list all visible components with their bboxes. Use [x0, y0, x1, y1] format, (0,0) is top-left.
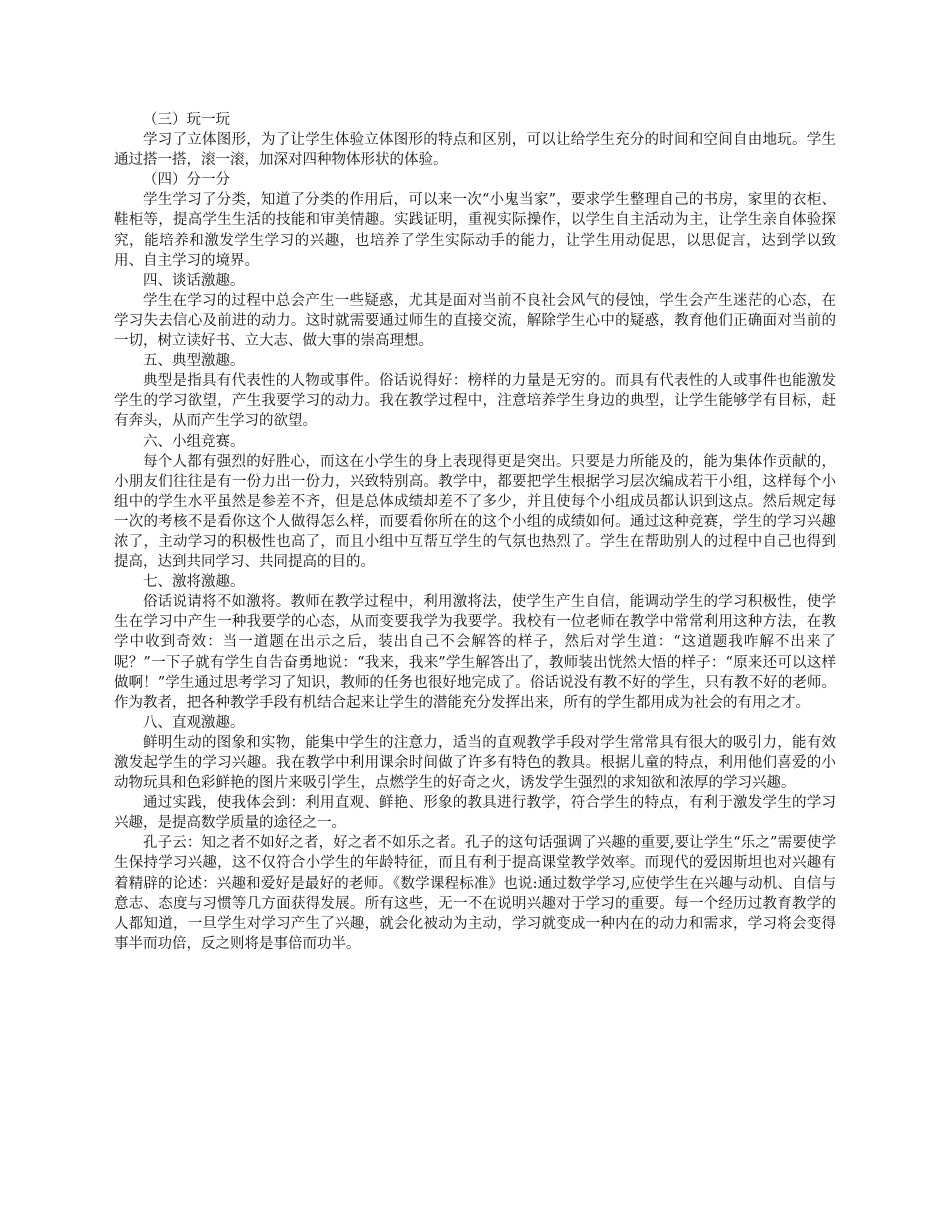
section-heading-model: 五、典型激趣。 — [143, 353, 245, 370]
paragraph: 俗话说请将不如激将。教师在教学过程中，利用激将法，使学生产生自信，能调动学生的学习积极性，使学生在学习中产生一种我要学的心态，从而变要我学为我要学。我校有一位老师在教学中常常利用这种方法，在教学中收到奇效：当一道题在出示之后，装出自己不会解答的样子，然后对学生道：“这道题我咋解不出来了呢？”一下子就有学生自告奋勇地说：“我来，我来”学生解答出了，教师装出恍然大悟的样子：“原来还可以这样做啊！”学生通过思考学习了知识，教师的任务也很好地完成了。俗话说没有教不好的学生，只有教不好的老师。作为教者，把各种教学手段有机结合起来让学生的潜能充分发挥出来，所有的学生都用成为社会的有用之才。 — [114, 594, 836, 711]
paragraph: 学生在学习的过程中总会产生一些疑惑，尤其是面对当前不良社会风气的侵蚀，学生会产生迷茫的心态，在学习失去信心及前进的动力。这时就需要通过师生的直接交流，解除学生心中的疑惑，教育他们正确面对当前的一切，树立读好书、立大志、做大事的崇高理想。 — [114, 292, 836, 350]
section-heading-group-contest: 六、小组竞赛。 — [143, 433, 245, 450]
section-heading-talk: 四、谈话激趣。 — [143, 272, 245, 289]
section-heading-provoke: 七、激将激趣。 — [143, 574, 245, 591]
paragraph: 孔子云：知之者不如好之者，好之者不如乐之者。孔子的这句话强调了兴趣的重要,要让学生“乐之”需要使学生保持学习兴趣，这不仅符合小学生的年龄特征，而且有利于提高课堂教学效率。而现代的爱因斯坦也对兴趣有着精辟的论述：兴趣和爱好是最好的老师。《数学课程标准》也说:通过数学学习,应使学生在兴趣与动机、自信与意志、态度与习惯等几方面获得发展。所有这些，无一不在说明兴趣对于学习的重要。每一个经历过教育教学的人都知道，一旦学生对学习产生了兴趣，就会化被动为主动，学习就变成一种内在的动力和需求，学习将会变得事半而功倍，反之则将是事倍而功半。 — [114, 835, 836, 952]
document-body — [114, 110, 836, 954]
paragraph: 学生学习了分类，知道了分类的作用后，可以来一次“小鬼当家”，要求学生整理自己的书房，家里的衣柜、鞋柜等，提高学生生活的技能和审美情趣。实践证明，重视实际操作，以学生自主活动为主，让学生亲自体验探究，能培养和激发学生学习的兴趣，也培养了学生实际动手的能力，让学生用动促思，以思促言，达到学以致用、自主学习的境界。 — [114, 192, 836, 269]
paragraph: 典型是指具有代表性的人物或事件。俗话说得好：榜样的力量是无穷的。而具有代表性的人或事件也能激发学生的学习欲望，产生我要学习的动力。我在教学过程中，注意培养学生身边的典型，让学生能够学有目标，赶有奔头，从而产生学习的欲望。 — [114, 373, 836, 430]
paragraph: 每个人都有强烈的好胜心，而这在小学生的身上表现得更是突出。只要是力所能及的，能为集体作贡献的，小朋友们往往是有一份力出一份力，兴致特别高。教学中，都要把学生根据学习层次编成若干小组，这样每个小组中的学生水平虽然是参差不齐，但是总体成绩却差不了多少，并且使每个小组成员都认识到这点。然后规定每一次的考核不是看你这个人做得怎么样，而要看你所在的这个小组的成绩如何。通过这种竞赛，学生的学习兴趣浓了，主动学习的积极性也高了，而且小组中互帮互学生的气氛也热烈了。学生在帮助别人的过程中自己也得到提高，达到共同学习、共同提高的目的。 — [114, 453, 836, 571]
section-heading-play: （三）玩一玩 — [143, 112, 230, 128]
paragraph: 鲜明生动的图象和实物，能集中学生的注意力，适当的直观教学手段对学生常常具有很大的吸引力，能有效激发起学生的学习兴趣。我在教学中利用课余时间做了许多有特色的教具。根据儿童的特点，利用他们喜爱的小动物玩具和色彩鲜艳的图片来吸引学生，点燃学生的好奇之火，诱发学生强烈的求知欲和浓厚的学习兴趣。 — [114, 734, 836, 792]
section-heading-visual: 八、直观激趣。 — [143, 714, 245, 731]
paragraph: 通过实践，使我体会到：利用直观、鲜艳、形象的教具进行教学，符合学生的特点，有利于激发学生的学习兴趣，是提高数学质量的途径之一。 — [114, 795, 836, 832]
paragraph: 学习了立体图形，为了让学生体验立体图形的特点和区别，可以让给学生充分的时间和空间自由地玩。学生通过搭一搭，滚一滚，加深对四种物体形状的体验。 — [114, 132, 836, 169]
section-heading-sort: （四）分一分 — [143, 172, 230, 189]
